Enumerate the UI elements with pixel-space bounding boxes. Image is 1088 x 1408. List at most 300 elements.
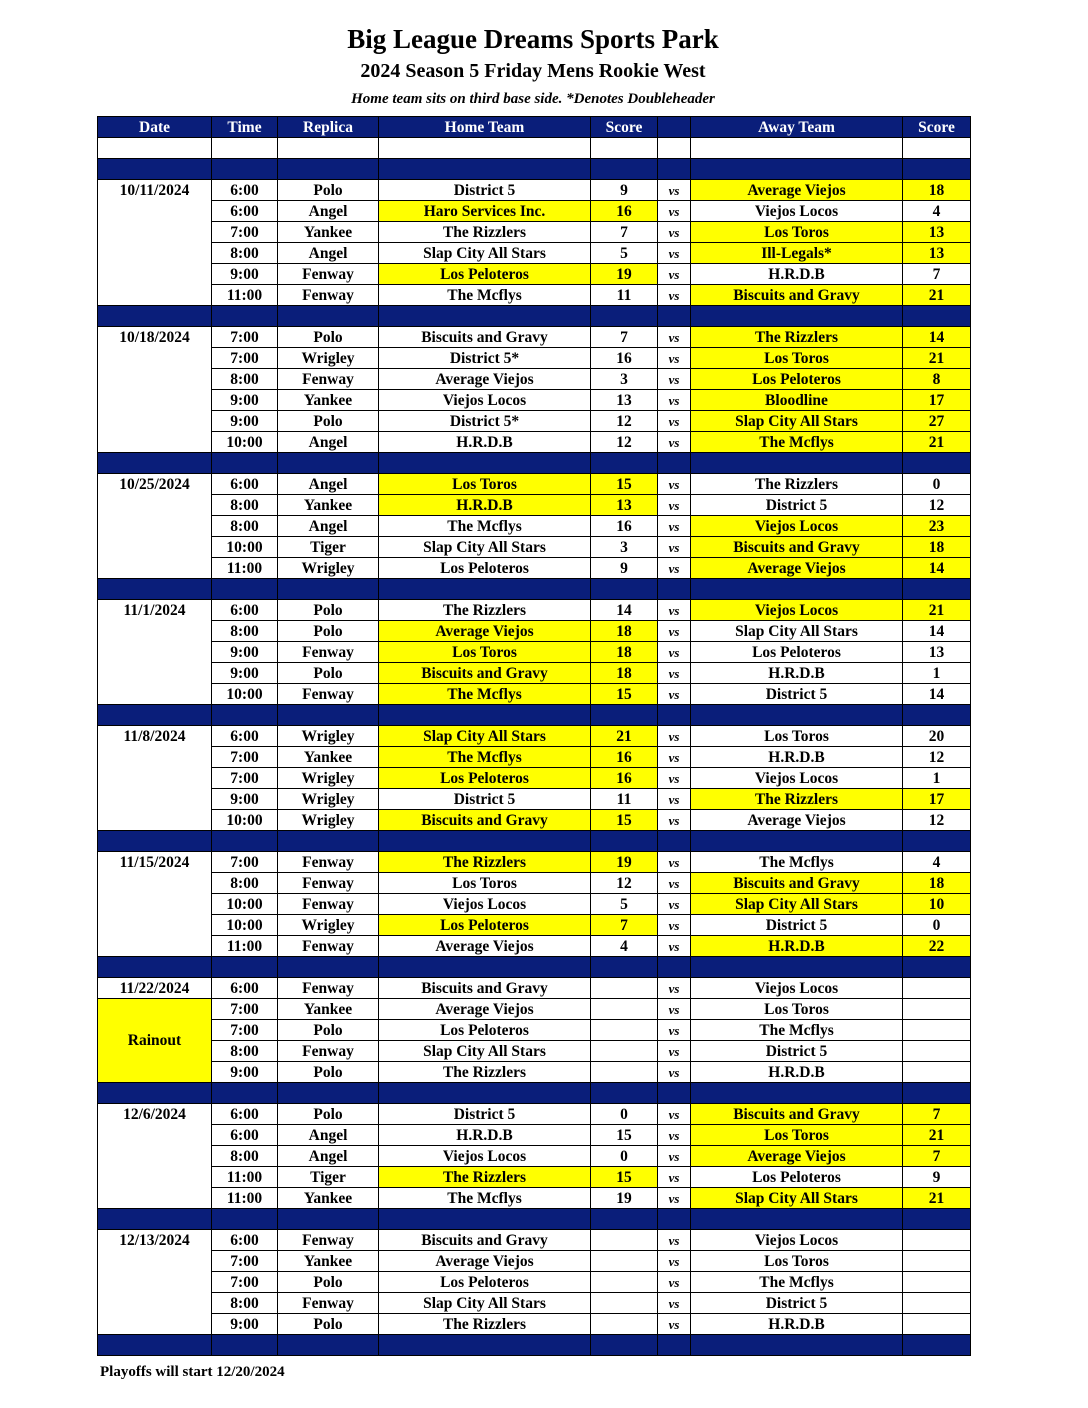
away-score: 0 xyxy=(903,474,971,495)
game-replica: Wrigley xyxy=(278,810,379,831)
game-time: 6:00 xyxy=(212,201,278,222)
home-score: 16 xyxy=(591,201,658,222)
game-row xyxy=(98,1314,971,1335)
game-time: 8:00 xyxy=(212,369,278,390)
date-blank xyxy=(98,810,212,831)
game-row xyxy=(98,1188,971,1209)
away-team: The Mcflys xyxy=(691,1272,903,1293)
away-team: Bloodline xyxy=(691,390,903,411)
home-score xyxy=(591,1020,658,1041)
game-replica: Fenway xyxy=(278,936,379,957)
vs-label: vs xyxy=(658,1230,691,1251)
home-score: 16 xyxy=(591,768,658,789)
home-score: 9 xyxy=(591,180,658,201)
game-replica: Tiger xyxy=(278,1167,379,1188)
home-team: Average Viejos xyxy=(379,369,591,390)
game-replica: Polo xyxy=(278,600,379,621)
header-away-team: Away Team xyxy=(691,117,903,138)
away-team: H.R.D.B xyxy=(691,747,903,768)
week-separator xyxy=(98,1209,971,1230)
game-time: 7:00 xyxy=(212,1272,278,1293)
away-score: 7 xyxy=(903,1104,971,1125)
game-time: 8:00 xyxy=(212,1293,278,1314)
vs-label: vs xyxy=(658,663,691,684)
away-score: 9 xyxy=(903,1167,971,1188)
game-row xyxy=(98,936,971,957)
game-time: 7:00 xyxy=(212,1251,278,1272)
home-score: 7 xyxy=(591,327,658,348)
away-team: The Rizzlers xyxy=(691,789,903,810)
home-score: 0 xyxy=(591,1146,658,1167)
away-score: 12 xyxy=(903,810,971,831)
home-score xyxy=(591,1041,658,1062)
date-blank xyxy=(98,915,212,936)
vs-label: vs xyxy=(658,1020,691,1041)
week-date: 11/15/2024 xyxy=(98,852,212,873)
game-row xyxy=(98,1125,971,1146)
game-row xyxy=(98,978,971,999)
home-team: District 5* xyxy=(379,348,591,369)
game-replica: Yankee xyxy=(278,222,379,243)
away-team: Los Toros xyxy=(691,348,903,369)
game-time: 10:00 xyxy=(212,432,278,453)
home-team: Biscuits and Gravy xyxy=(379,978,591,999)
date-blank xyxy=(98,684,212,705)
home-score: 16 xyxy=(591,348,658,369)
week-separator xyxy=(98,831,971,852)
game-time: 10:00 xyxy=(212,684,278,705)
date-blank xyxy=(98,495,212,516)
game-row xyxy=(98,789,971,810)
game-row xyxy=(98,1104,971,1125)
week-date: 12/6/2024 xyxy=(98,1104,212,1125)
home-score: 0 xyxy=(591,1104,658,1125)
vs-label: vs xyxy=(658,852,691,873)
week-separator xyxy=(98,306,971,327)
game-time: 9:00 xyxy=(212,390,278,411)
away-team: Los Toros xyxy=(691,726,903,747)
date-blank xyxy=(98,1293,212,1314)
vs-label: vs xyxy=(658,726,691,747)
game-row xyxy=(98,537,971,558)
away-team: H.R.D.B xyxy=(691,936,903,957)
game-time: 11:00 xyxy=(212,285,278,306)
vs-label: vs xyxy=(658,600,691,621)
home-team: Los Toros xyxy=(379,642,591,663)
away-score: 22 xyxy=(903,936,971,957)
date-blank xyxy=(98,1272,212,1293)
game-time: 9:00 xyxy=(212,663,278,684)
away-score xyxy=(903,1314,971,1335)
home-team: Los Peloteros xyxy=(379,915,591,936)
home-score: 18 xyxy=(591,621,658,642)
game-row xyxy=(98,264,971,285)
game-time: 6:00 xyxy=(212,1125,278,1146)
home-team: Slap City All Stars xyxy=(379,537,591,558)
away-team: Los Toros xyxy=(691,222,903,243)
home-team: Slap City All Stars xyxy=(379,726,591,747)
game-row xyxy=(98,180,971,201)
date-blank xyxy=(98,621,212,642)
game-time: 7:00 xyxy=(212,999,278,1020)
home-score xyxy=(591,1272,658,1293)
away-team: Los Toros xyxy=(691,999,903,1020)
game-time: 6:00 xyxy=(212,1104,278,1125)
home-score: 12 xyxy=(591,432,658,453)
away-team: Los Peloteros xyxy=(691,642,903,663)
header-date: Date xyxy=(98,117,212,138)
home-team: Viejos Locos xyxy=(379,1146,591,1167)
home-team: Los Peloteros xyxy=(379,1272,591,1293)
game-replica: Fenway xyxy=(278,873,379,894)
away-score: 13 xyxy=(903,222,971,243)
table-header-row xyxy=(98,117,971,138)
game-replica: Fenway xyxy=(278,684,379,705)
away-score: 1 xyxy=(903,768,971,789)
home-score: 4 xyxy=(591,936,658,957)
away-team: Average Viejos xyxy=(691,558,903,579)
vs-label: vs xyxy=(658,684,691,705)
vs-label: vs xyxy=(658,1272,691,1293)
rainout-label: Rainout xyxy=(98,999,212,1083)
playoffs-note: Playoffs will start 12/20/2024 xyxy=(100,1364,285,1380)
away-score xyxy=(903,999,971,1020)
game-replica: Angel xyxy=(278,432,379,453)
home-score: 7 xyxy=(591,222,658,243)
vs-label: vs xyxy=(658,474,691,495)
date-blank xyxy=(98,768,212,789)
away-score: 14 xyxy=(903,327,971,348)
game-replica: Polo xyxy=(278,1314,379,1335)
home-team: The Rizzlers xyxy=(379,852,591,873)
home-team: Slap City All Stars xyxy=(379,243,591,264)
game-time: 7:00 xyxy=(212,852,278,873)
home-score: 19 xyxy=(591,264,658,285)
vs-label: vs xyxy=(658,1146,691,1167)
vs-label: vs xyxy=(658,873,691,894)
game-row xyxy=(98,873,971,894)
vs-label: vs xyxy=(658,369,691,390)
home-team: District 5* xyxy=(379,411,591,432)
away-score xyxy=(903,1020,971,1041)
vs-label: vs xyxy=(658,999,691,1020)
home-team: Average Viejos xyxy=(379,1251,591,1272)
game-time: 9:00 xyxy=(212,642,278,663)
home-team: Haro Services Inc. xyxy=(379,201,591,222)
game-row xyxy=(98,894,971,915)
away-team: Viejos Locos xyxy=(691,1230,903,1251)
game-time: 7:00 xyxy=(212,327,278,348)
game-row xyxy=(98,684,971,705)
away-score xyxy=(903,1272,971,1293)
game-replica: Angel xyxy=(278,516,379,537)
blank-row xyxy=(98,138,971,159)
vs-label: vs xyxy=(658,1293,691,1314)
home-score: 12 xyxy=(591,411,658,432)
date-blank xyxy=(98,642,212,663)
game-row xyxy=(98,1251,971,1272)
game-row xyxy=(98,726,971,747)
vs-label: vs xyxy=(658,327,691,348)
vs-label: vs xyxy=(658,516,691,537)
vs-label: vs xyxy=(658,978,691,999)
date-blank xyxy=(98,936,212,957)
game-row xyxy=(98,495,971,516)
away-team: Los Toros xyxy=(691,1125,903,1146)
home-score xyxy=(591,1251,658,1272)
date-blank xyxy=(98,663,212,684)
home-score xyxy=(591,1314,658,1335)
game-replica: Fenway xyxy=(278,852,379,873)
away-team: H.R.D.B xyxy=(691,264,903,285)
week-separator xyxy=(98,159,971,180)
away-score: 4 xyxy=(903,852,971,873)
week-date: 11/22/2024 xyxy=(98,978,212,999)
game-time: 8:00 xyxy=(212,243,278,264)
away-team: Average Viejos xyxy=(691,1146,903,1167)
game-replica: Angel xyxy=(278,243,379,264)
game-row xyxy=(98,663,971,684)
away-score: 14 xyxy=(903,621,971,642)
away-team: The Rizzlers xyxy=(691,327,903,348)
game-replica: Polo xyxy=(278,411,379,432)
game-time: 9:00 xyxy=(212,411,278,432)
game-replica: Wrigley xyxy=(278,558,379,579)
game-row xyxy=(98,201,971,222)
vs-label: vs xyxy=(658,243,691,264)
away-score: 7 xyxy=(903,264,971,285)
header-vs xyxy=(658,117,691,138)
vs-label: vs xyxy=(658,1167,691,1188)
vs-label: vs xyxy=(658,642,691,663)
away-team: Biscuits and Gravy xyxy=(691,873,903,894)
away-score xyxy=(903,978,971,999)
game-replica: Polo xyxy=(278,1062,379,1083)
away-score: 13 xyxy=(903,642,971,663)
away-team: Average Viejos xyxy=(691,180,903,201)
week-date: 10/18/2024 xyxy=(98,327,212,348)
home-score: 15 xyxy=(591,1167,658,1188)
game-replica: Yankee xyxy=(278,495,379,516)
game-time: 7:00 xyxy=(212,1020,278,1041)
home-team: Biscuits and Gravy xyxy=(379,327,591,348)
vs-label: vs xyxy=(658,936,691,957)
home-team: The Mcflys xyxy=(379,285,591,306)
home-score: 15 xyxy=(591,1125,658,1146)
game-time: 10:00 xyxy=(212,894,278,915)
week-date: 11/8/2024 xyxy=(98,726,212,747)
away-score xyxy=(903,1062,971,1083)
schedule-table xyxy=(97,116,971,1356)
away-score xyxy=(903,1293,971,1314)
home-team: Average Viejos xyxy=(379,999,591,1020)
away-team: District 5 xyxy=(691,1293,903,1314)
away-team: District 5 xyxy=(691,495,903,516)
away-team: Los Peloteros xyxy=(691,1167,903,1188)
game-row xyxy=(98,474,971,495)
game-replica: Polo xyxy=(278,621,379,642)
away-score: 27 xyxy=(903,411,971,432)
game-replica: Angel xyxy=(278,1125,379,1146)
vs-label: vs xyxy=(658,264,691,285)
home-score: 21 xyxy=(591,726,658,747)
game-time: 11:00 xyxy=(212,936,278,957)
vs-label: vs xyxy=(658,768,691,789)
date-blank xyxy=(98,1251,212,1272)
away-score: 21 xyxy=(903,348,971,369)
vs-label: vs xyxy=(658,1188,691,1209)
home-score: 12 xyxy=(591,873,658,894)
game-row xyxy=(98,390,971,411)
date-blank xyxy=(98,411,212,432)
game-row xyxy=(98,222,971,243)
away-team: Slap City All Stars xyxy=(691,1188,903,1209)
home-team: The Rizzlers xyxy=(379,1062,591,1083)
home-team: Los Peloteros xyxy=(379,1020,591,1041)
away-score: 21 xyxy=(903,432,971,453)
home-team: The Mcflys xyxy=(379,684,591,705)
game-row xyxy=(98,243,971,264)
header-time: Time xyxy=(212,117,278,138)
home-team: H.R.D.B xyxy=(379,495,591,516)
vs-label: vs xyxy=(658,558,691,579)
game-row xyxy=(98,621,971,642)
home-team: The Mcflys xyxy=(379,516,591,537)
away-score: 13 xyxy=(903,243,971,264)
vs-label: vs xyxy=(658,1041,691,1062)
game-row xyxy=(98,852,971,873)
header-home-score: Score xyxy=(591,117,658,138)
game-time: 6:00 xyxy=(212,1230,278,1251)
vs-label: vs xyxy=(658,1062,691,1083)
vs-label: vs xyxy=(658,495,691,516)
away-score: 21 xyxy=(903,1188,971,1209)
home-score: 3 xyxy=(591,537,658,558)
away-team: H.R.D.B xyxy=(691,1062,903,1083)
home-score: 13 xyxy=(591,495,658,516)
home-score: 5 xyxy=(591,243,658,264)
game-replica: Fenway xyxy=(278,369,379,390)
home-team: H.R.D.B xyxy=(379,1125,591,1146)
game-row xyxy=(98,1230,971,1251)
vs-label: vs xyxy=(658,180,691,201)
game-replica: Fenway xyxy=(278,1293,379,1314)
game-time: 8:00 xyxy=(212,516,278,537)
away-team: The Mcflys xyxy=(691,852,903,873)
home-score: 7 xyxy=(591,915,658,936)
game-replica: Yankee xyxy=(278,1188,379,1209)
home-team: The Rizzlers xyxy=(379,1167,591,1188)
home-team: Average Viejos xyxy=(379,936,591,957)
away-team: Los Toros xyxy=(691,1251,903,1272)
vs-label: vs xyxy=(658,894,691,915)
game-row xyxy=(98,1041,971,1062)
away-score: 17 xyxy=(903,789,971,810)
date-blank xyxy=(98,390,212,411)
game-time: 6:00 xyxy=(212,726,278,747)
home-score xyxy=(591,978,658,999)
away-team: Biscuits and Gravy xyxy=(691,285,903,306)
away-team: Viejos Locos xyxy=(691,516,903,537)
away-score: 21 xyxy=(903,1125,971,1146)
date-blank xyxy=(98,222,212,243)
home-team: The Rizzlers xyxy=(379,222,591,243)
away-team: Viejos Locos xyxy=(691,600,903,621)
away-team: H.R.D.B xyxy=(691,1314,903,1335)
away-score: 1 xyxy=(903,663,971,684)
game-replica: Fenway xyxy=(278,978,379,999)
game-replica: Angel xyxy=(278,201,379,222)
game-row xyxy=(98,768,971,789)
header-away-score: Score xyxy=(903,117,971,138)
away-score: 8 xyxy=(903,369,971,390)
home-score: 3 xyxy=(591,369,658,390)
game-replica: Fenway xyxy=(278,285,379,306)
header-replica: Replica xyxy=(278,117,379,138)
away-score: 18 xyxy=(903,873,971,894)
game-time: 11:00 xyxy=(212,1167,278,1188)
date-blank xyxy=(98,537,212,558)
home-team: Average Viejos xyxy=(379,621,591,642)
page-subtitle: 2024 Season 5 Friday Mens Rookie West xyxy=(360,60,706,82)
game-row xyxy=(98,747,971,768)
away-team: The Rizzlers xyxy=(691,474,903,495)
game-time: 7:00 xyxy=(212,747,278,768)
date-blank xyxy=(98,1188,212,1209)
home-team: Biscuits and Gravy xyxy=(379,1230,591,1251)
game-row xyxy=(98,348,971,369)
game-row xyxy=(98,1167,971,1188)
home-team: The Mcflys xyxy=(379,1188,591,1209)
game-row xyxy=(98,1293,971,1314)
game-replica: Wrigley xyxy=(278,789,379,810)
home-score: 5 xyxy=(591,894,658,915)
away-score xyxy=(903,1230,971,1251)
game-row xyxy=(98,411,971,432)
vs-label: vs xyxy=(658,915,691,936)
away-score xyxy=(903,1041,971,1062)
game-row xyxy=(98,1062,971,1083)
away-team: Los Peloteros xyxy=(691,369,903,390)
schedule-body xyxy=(98,138,971,1356)
away-team: Slap City All Stars xyxy=(691,621,903,642)
away-team: Viejos Locos xyxy=(691,978,903,999)
game-row xyxy=(98,915,971,936)
vs-label: vs xyxy=(658,432,691,453)
home-team: Los Toros xyxy=(379,474,591,495)
game-time: 8:00 xyxy=(212,1041,278,1062)
vs-label: vs xyxy=(658,747,691,768)
week-date: 10/25/2024 xyxy=(98,474,212,495)
game-time: 6:00 xyxy=(212,978,278,999)
game-row xyxy=(98,285,971,306)
vs-label: vs xyxy=(658,411,691,432)
game-time: 8:00 xyxy=(212,495,278,516)
schedule-note: Home team sits on third base side. *Denotes Doubleheader xyxy=(351,91,715,107)
home-score: 19 xyxy=(591,852,658,873)
date-blank xyxy=(98,516,212,537)
vs-label: vs xyxy=(658,348,691,369)
date-blank xyxy=(98,1167,212,1188)
away-score xyxy=(903,1251,971,1272)
game-replica: Polo xyxy=(278,1020,379,1041)
date-blank xyxy=(98,348,212,369)
home-score xyxy=(591,1293,658,1314)
game-time: 9:00 xyxy=(212,1314,278,1335)
date-blank xyxy=(98,285,212,306)
home-score xyxy=(591,1062,658,1083)
home-score xyxy=(591,999,658,1020)
